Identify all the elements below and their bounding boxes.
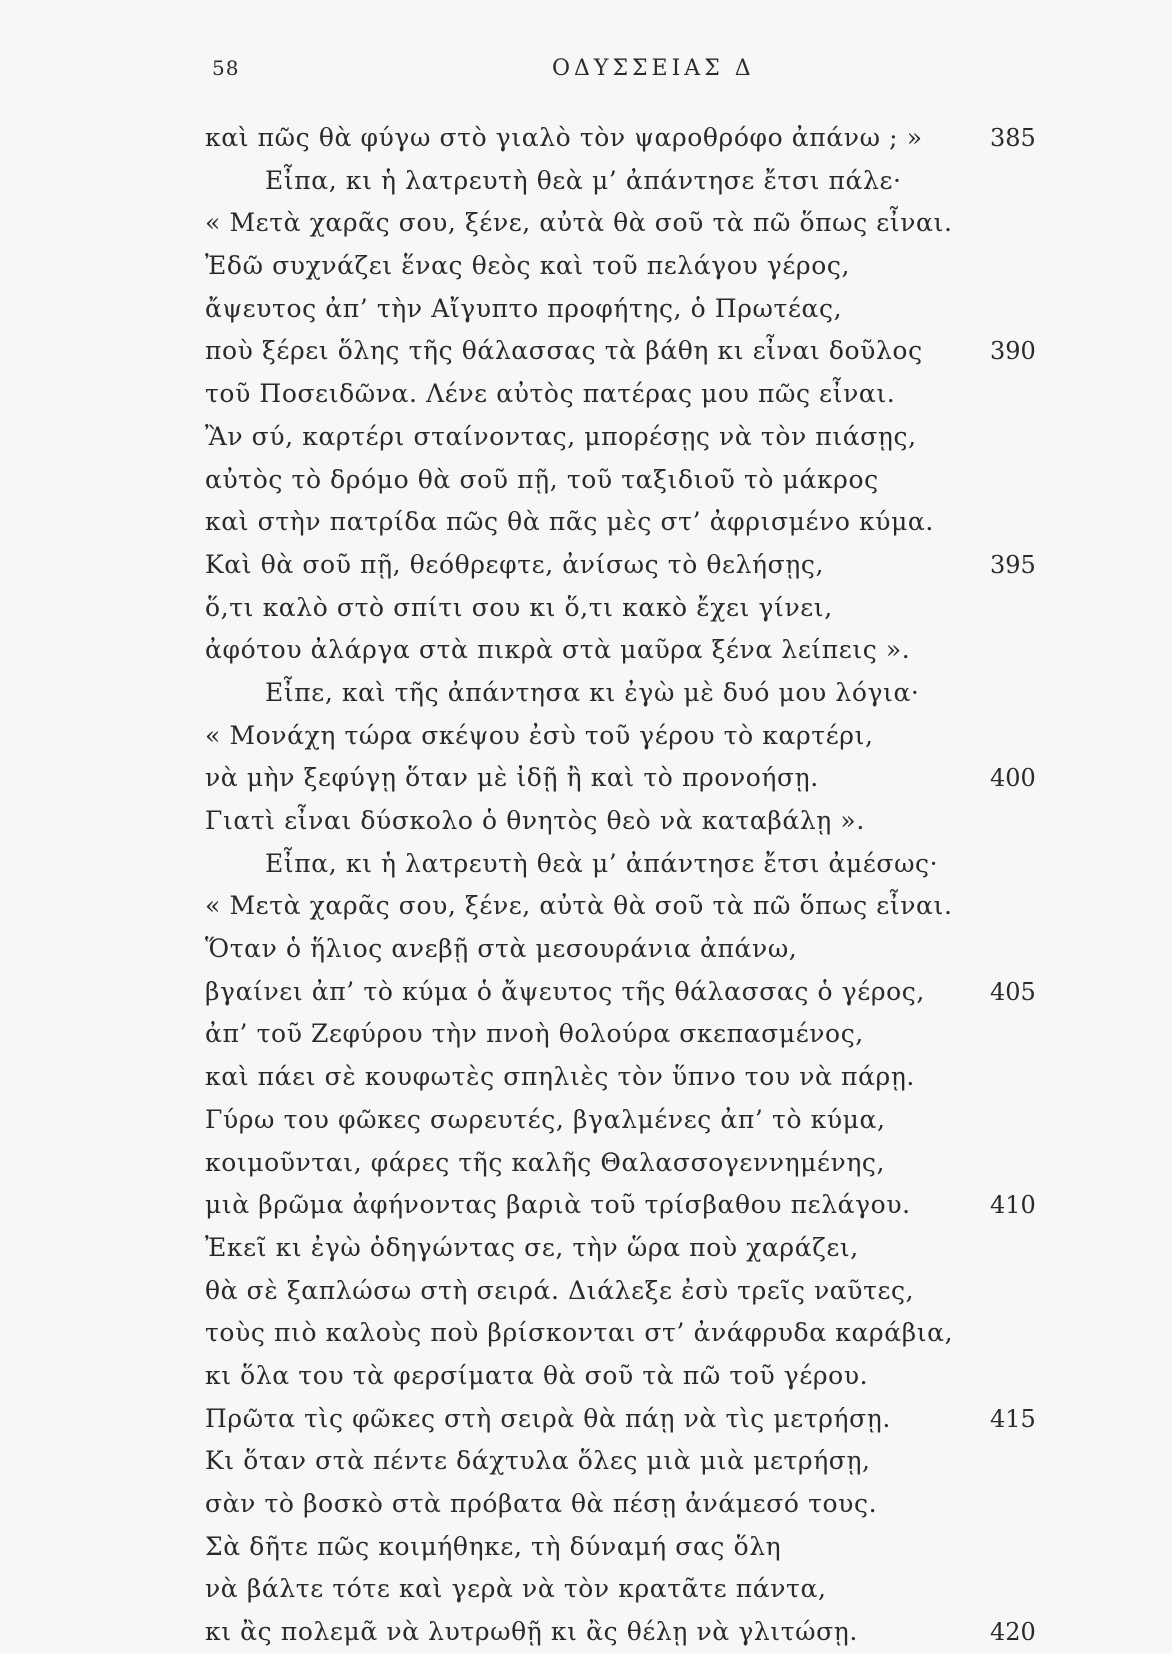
verse-line: [0, 1142, 1172, 1185]
verse-line: [0, 288, 1172, 331]
verse-line: [0, 715, 1172, 758]
page-number: 58: [212, 56, 240, 80]
verse-line: [0, 1440, 1172, 1483]
verse-text: Εἶπα, κι ἡ λατρευτὴ θεὰ μ’ ἀπάντησε ἔτσι πάλε·: [265, 165, 902, 195]
verse-text: Κι ὅταν στὰ πέντε δάχτυλα ὅλες μιὰ μιὰ μετρήσῃ,: [205, 1446, 871, 1476]
verse-text: Γύρω του φῶκες σωρευτές, βγαλμένες ἀπ’ τὸ κύμα,: [205, 1104, 886, 1134]
verse-line: [0, 1483, 1172, 1526]
running-head: ΟΔΥΣΣΕΙΑΣ Δ: [552, 56, 755, 81]
verse-text: κι ὅλα του τὰ φερσίματα θὰ σοῦ τὰ πῶ τοῦ γέρου.: [205, 1360, 869, 1390]
verse-text: θὰ σὲ ξαπλώσω στὴ σειρά. Διάλεξε ἐσὺ τρεῖς ναῦτες,: [205, 1275, 915, 1305]
verse-line: [0, 928, 1172, 971]
verse-line: [0, 971, 1172, 1014]
verse-text: νὰ βάλτε τότε καὶ γερὰ νὰ τὸν κρατᾶτε πάντα,: [205, 1574, 827, 1604]
verse-line: [0, 1099, 1172, 1142]
verse-line: [0, 1398, 1172, 1441]
verse-line: [0, 1568, 1172, 1611]
verse-line: [0, 459, 1172, 502]
verse-line: [0, 757, 1172, 800]
verse-text: ἄψευτος ἀπ’ τὴν Αἴγυπτο προφήτης, ὁ Πρωτέας,: [205, 293, 843, 323]
verse-text: Εἶπε, καὶ τῆς ἀπάντησα κι ἐγὼ μὲ δυό μου λόγια·: [265, 677, 920, 707]
verse-line: [0, 1184, 1172, 1227]
verse-block: [0, 117, 1172, 1654]
verse-line: [0, 1611, 1172, 1654]
verse-text: κοιμοῦνται, φάρες τῆς καλῆς Θαλασσογεννημένης,: [205, 1147, 886, 1177]
verse-line: [0, 245, 1172, 288]
line-number: 415: [990, 1404, 1036, 1433]
verse-text: Καὶ θὰ σοῦ πῇ, θεόθρεφτε, ἀνίσως τὸ θελήσῃς,: [205, 549, 825, 579]
verse-line: [0, 501, 1172, 544]
verse-text: Πρῶτα τὶς φῶκες στὴ σειρὰ θὰ πάῃ νὰ τὶς μετρήσῃ.: [205, 1403, 891, 1433]
verse-text: Ἂν σύ, καρτέρι σταίνοντας, μπορέσῃς νὰ τὸν πιάσῃς,: [205, 421, 917, 451]
verse-line: [0, 544, 1172, 587]
line-number: 395: [990, 550, 1036, 579]
verse-line: [0, 202, 1172, 245]
verse-text: μιὰ βρῶμα ἀφήνοντας βαριὰ τοῦ τρίσβαθου πελάγου.: [205, 1190, 911, 1220]
verse-text: νὰ μὴν ξεφύγῃ ὅταν μὲ ἰδῇ ἢ καὶ τὸ προνοήσῃ.: [205, 763, 819, 793]
verse-line: [0, 885, 1172, 928]
verse-text: ἀπ’ τοῦ Ζεφύρου τὴν πνοὴ θολούρα σκεπασμένος,: [205, 1019, 864, 1049]
verse-text: Ἐδῶ συχνάζει ἕνας θεὸς καὶ τοῦ πελάγου γέρος,: [205, 251, 851, 281]
verse-text: καὶ πῶς θὰ φύγω στὸ γιαλὸ τὸν ψαροθρόφο ἀπάνω ; »: [205, 123, 923, 152]
verse-text: κι ἂς πολεμᾶ νὰ λυτρωθῇ κι ἂς θέλῃ νὰ γλιτώσῃ.: [205, 1617, 858, 1647]
verse-text: καὶ στὴν πατρίδα πῶς θὰ πᾶς μὲς στ’ ἀφρισμένο κύμα.: [205, 507, 934, 537]
line-number: 390: [990, 337, 1036, 366]
verse-text: Ἐκεῖ κι ἐγὼ ὁδηγώντας σε, τὴν ὥρα ποὺ χαράζει,: [205, 1232, 859, 1262]
line-number: 420: [990, 1618, 1036, 1647]
verse-text: Γιατὶ εἶναι δύσκολο ὁ θνητὸς θεὸ νὰ καταβάλῃ ».: [205, 806, 865, 835]
verse-line: [0, 672, 1172, 715]
verse-line: [0, 160, 1172, 203]
line-number: 385: [990, 124, 1036, 152]
verse-line: [0, 800, 1172, 843]
verse-line: [0, 330, 1172, 373]
verse-text: Σὰ δῆτε πῶς κοιμήθηκε, τὴ δύναμή σας ὅλη: [205, 1531, 782, 1561]
verse-text: « Μονάχη τώρα σκέψου ἐσὺ τοῦ γέρου τὸ καρτέρι,: [205, 720, 874, 750]
verse-text: ποὺ ξέρει ὅλης τῆς θάλασσας τὰ βάθη κι εἶναι δοῦλος: [205, 336, 923, 366]
verse-text: τοὺς πιὸ καλοὺς ποὺ βρίσκονται στ’ ἀνάφρυδα καράβια,: [205, 1318, 954, 1348]
line-number: 405: [990, 977, 1036, 1006]
verse-text: ἀφότου ἀλάργα στὰ πικρὰ στὰ μαῦρα ξένα λείπεις ».: [205, 635, 911, 665]
verse-line: [0, 843, 1172, 886]
line-number: 400: [990, 764, 1036, 793]
verse-line: [0, 416, 1172, 459]
verse-line: [0, 629, 1172, 672]
verse-text: βγαίνει ἀπ’ τὸ κύμα ὁ ἄψευτος τῆς θάλασσας ὁ γέρος,: [205, 976, 925, 1006]
verse-line: [0, 1013, 1172, 1056]
verse-line: [0, 1526, 1172, 1569]
verse-line: [0, 1056, 1172, 1099]
verse-text: Εἶπα, κι ἡ λατρευτὴ θεὰ μ’ ἀπάντησε ἔτσι ἀμέσως·: [265, 848, 939, 878]
verse-line: [0, 117, 1172, 160]
verse-text: σὰν τὸ βοσκὸ στὰ πρόβατα θὰ πέσῃ ἀνάμεσό τους.: [205, 1489, 878, 1518]
verse-line: [0, 587, 1172, 630]
verse-text: « Μετὰ χαρᾶς σου, ξένε, αὐτὰ θὰ σοῦ τὰ πῶ ὅπως εἶναι.: [205, 208, 953, 238]
verse-text: Ὅταν ὁ ἥλιος ανεβῇ στὰ μεσουράνια ἀπάνω,: [205, 934, 798, 964]
verse-line: [0, 1227, 1172, 1270]
verse-line: [0, 1312, 1172, 1355]
verse-text: αὐτὸς τὸ δρόμο θὰ σοῦ πῇ, τοῦ ταξιδιοῦ τὸ μάκρος: [205, 464, 879, 494]
line-number: 410: [990, 1191, 1036, 1220]
verse-text: καὶ πάει σὲ κουφωτὲς σπηλιὲς τὸν ὕπνο του νὰ πάρῃ.: [205, 1062, 915, 1092]
verse-text: « Μετὰ χαρᾶς σου, ξένε, αὐτὰ θὰ σοῦ τὰ πῶ ὅπως εἶναι.: [205, 891, 953, 921]
verse-text: τοῦ Ποσειδῶνα. Λένε αὐτὸς πατέρας μου πῶς εἶναι.: [205, 379, 896, 409]
verse-text: ὅ,τι καλὸ στὸ σπίτι σου κι ὅ,τι κακὸ ἔχει γίνει,: [205, 592, 833, 622]
verse-line: [0, 373, 1172, 416]
verse-line: [0, 1270, 1172, 1313]
verse-line: [0, 1355, 1172, 1398]
